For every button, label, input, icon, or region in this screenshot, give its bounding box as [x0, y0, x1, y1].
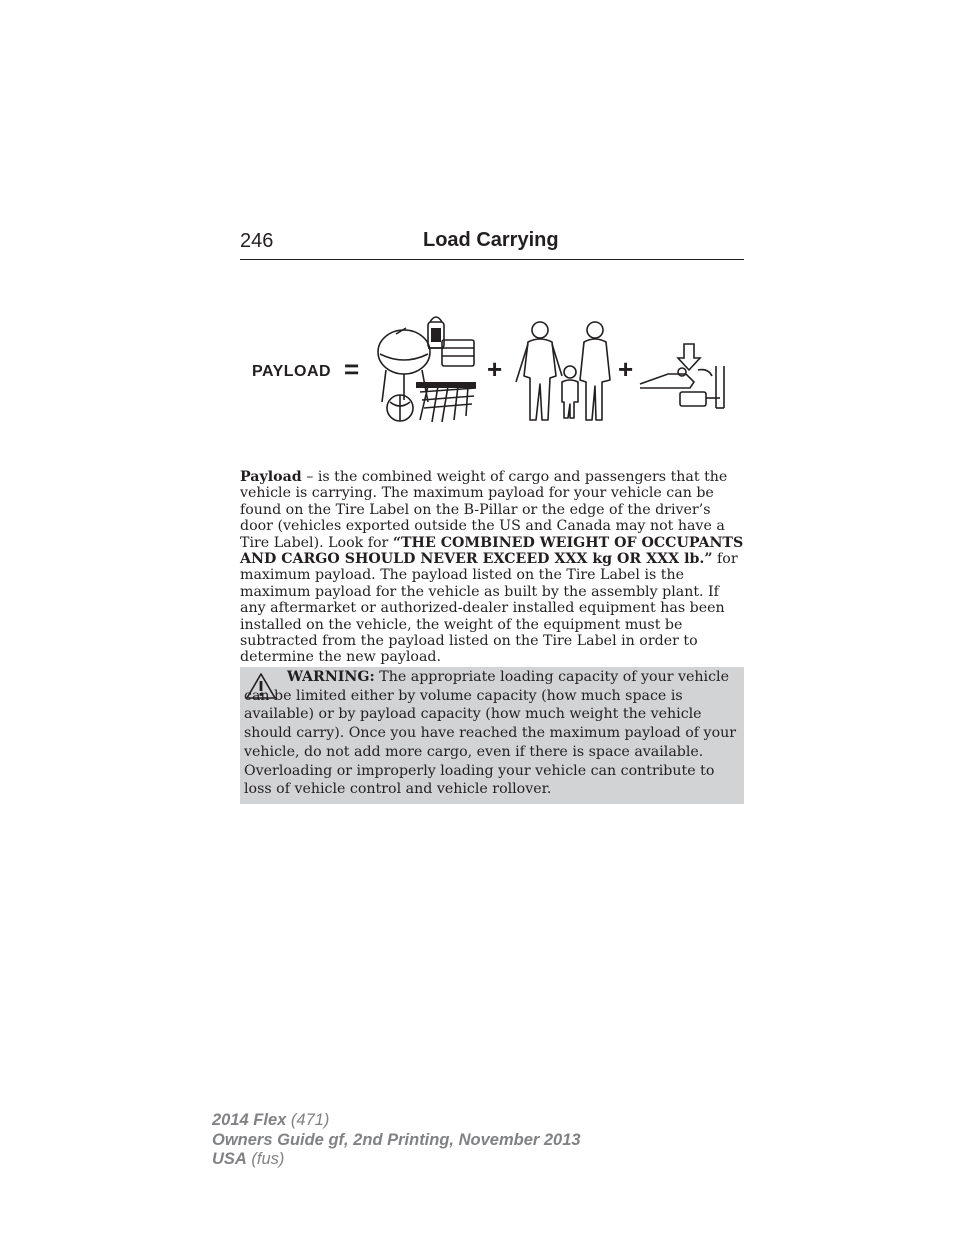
payload-text-part-1: – is the combined weight of cargo and passengers that the vehicle is carrying. The maximum payload for your vehicle can be found on the Tire Label on the B-Pillar or the edge of the driver’s door (vehicles exported outside the US and Canada may not have a Tire Label). Look for	[240, 469, 728, 551]
page-footer	[212, 1111, 581, 1170]
page-number: 246	[240, 230, 274, 252]
footer-model-line	[212, 1111, 581, 1131]
payload-text-part-2: for maximum payload. The payload listed on the Tire Label is the maximum payload for the vehicle as built by the assembly plant. If any aftermarket or authorized-dealer installed equipment has been installed on the vehicle, the weight of the equipment must be subtracted from the payload listed on the Tire Label in order to determine the new payload.	[240, 551, 738, 666]
warning-box	[240, 667, 744, 804]
footer-model: 2014 Flex	[212, 1111, 287, 1129]
footer-model-code: (471)	[286, 1111, 330, 1129]
footer-guide: Owners Guide gf, 2nd Printing, November 2013	[212, 1130, 581, 1149]
page-header	[240, 226, 744, 260]
footer-market: USA	[212, 1150, 247, 1168]
plus-sign: +	[618, 354, 634, 384]
payload-tire-label-quote: “THE COMBINED WEIGHT OF OCCUPANTS AND CARGO SHOULD NEVER EXCEED XXX kg OR XXX lb.”	[240, 534, 744, 568]
footer-market-code: (fus)	[246, 1150, 285, 1168]
equals-sign: =	[344, 354, 360, 384]
footer-market-line	[212, 1150, 581, 1170]
warning-label: WARNING:	[287, 669, 375, 685]
footer-guide-line	[212, 1131, 581, 1151]
payload-label: PAYLOAD	[252, 363, 332, 380]
plus-sign: +	[487, 354, 503, 384]
passengers-icon	[512, 320, 612, 425]
warning-text	[244, 668, 740, 799]
cargo-icon	[376, 310, 486, 425]
section-title: Load Carrying	[423, 229, 559, 251]
payload-paragraph	[240, 469, 744, 666]
tongue-weight-icon	[638, 340, 730, 410]
payload-illustration	[240, 300, 744, 435]
warning-body: The appropriate loading capacity of your vehicle can be limited either by volume capacity (how much space is available) or by payload capacity (how much weight the vehicle should carry). Once you have reached the maximum payload of your vehicle, do not add more cargo, even if there is space available. Overloading or improperly loading your vehicle can contribute to loss of vehicle control and vehicle rollover.	[244, 669, 737, 798]
payload-term: Payload	[240, 469, 302, 485]
